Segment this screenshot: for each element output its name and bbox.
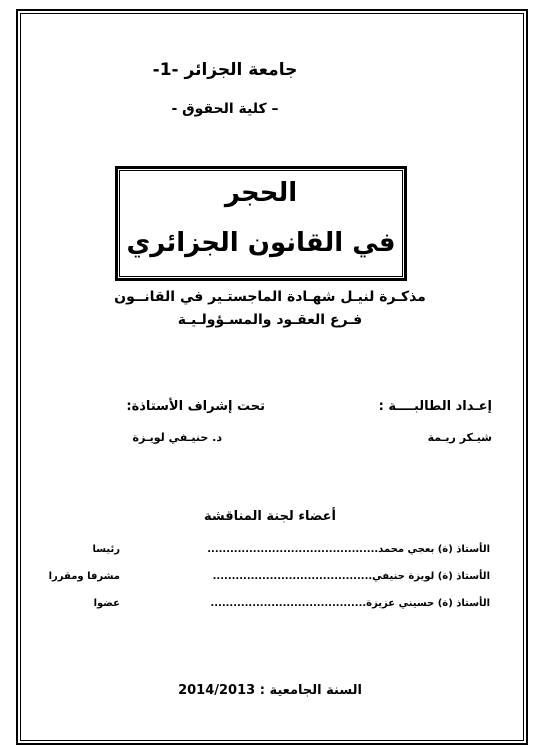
committee-member-1: الأستاذ (ة) بعجي محمد............................................. [207, 544, 490, 555]
committee-member-2: الأستاذ (ة) لويزة حنيفي.......................................... [212, 571, 490, 582]
academic-year: السنة الجامعية : 2014/2013 [178, 683, 362, 698]
student-label: إعـداد الطالبــــة : [378, 399, 492, 414]
memo-line2: فـرع العقـود والمسـؤولـيـة [177, 312, 363, 328]
supervisor-label: تحت إشراف الأستاذة: [126, 399, 265, 414]
committee-role-1: رئيسا [92, 544, 120, 555]
committee-role-3: عضوا [93, 598, 120, 609]
memo-line1: مذكـرة لنيـل شهـادة الماجستـير في القانــون [114, 289, 426, 305]
page-border-inner [20, 13, 524, 741]
faculty-name: – كلية الحقوق - [171, 101, 279, 117]
thesis-title-line1: الحجر [224, 178, 298, 208]
thesis-title-line2: في القانون الجزائري [126, 228, 396, 258]
supervisor-name: د. حنيـفي لويـزة [132, 431, 222, 444]
committee-member-3: الأستاذ (ة) حسيني عزيزة......................................... [210, 598, 490, 609]
university-name: جامعة الجزائر -1- [152, 60, 298, 80]
committee-role-2: مشرفا ومقررا [48, 571, 120, 582]
committee-title: أعضاء لجنة المناقشة [203, 509, 337, 524]
student-name: شيـكر ريـمة [427, 431, 492, 444]
